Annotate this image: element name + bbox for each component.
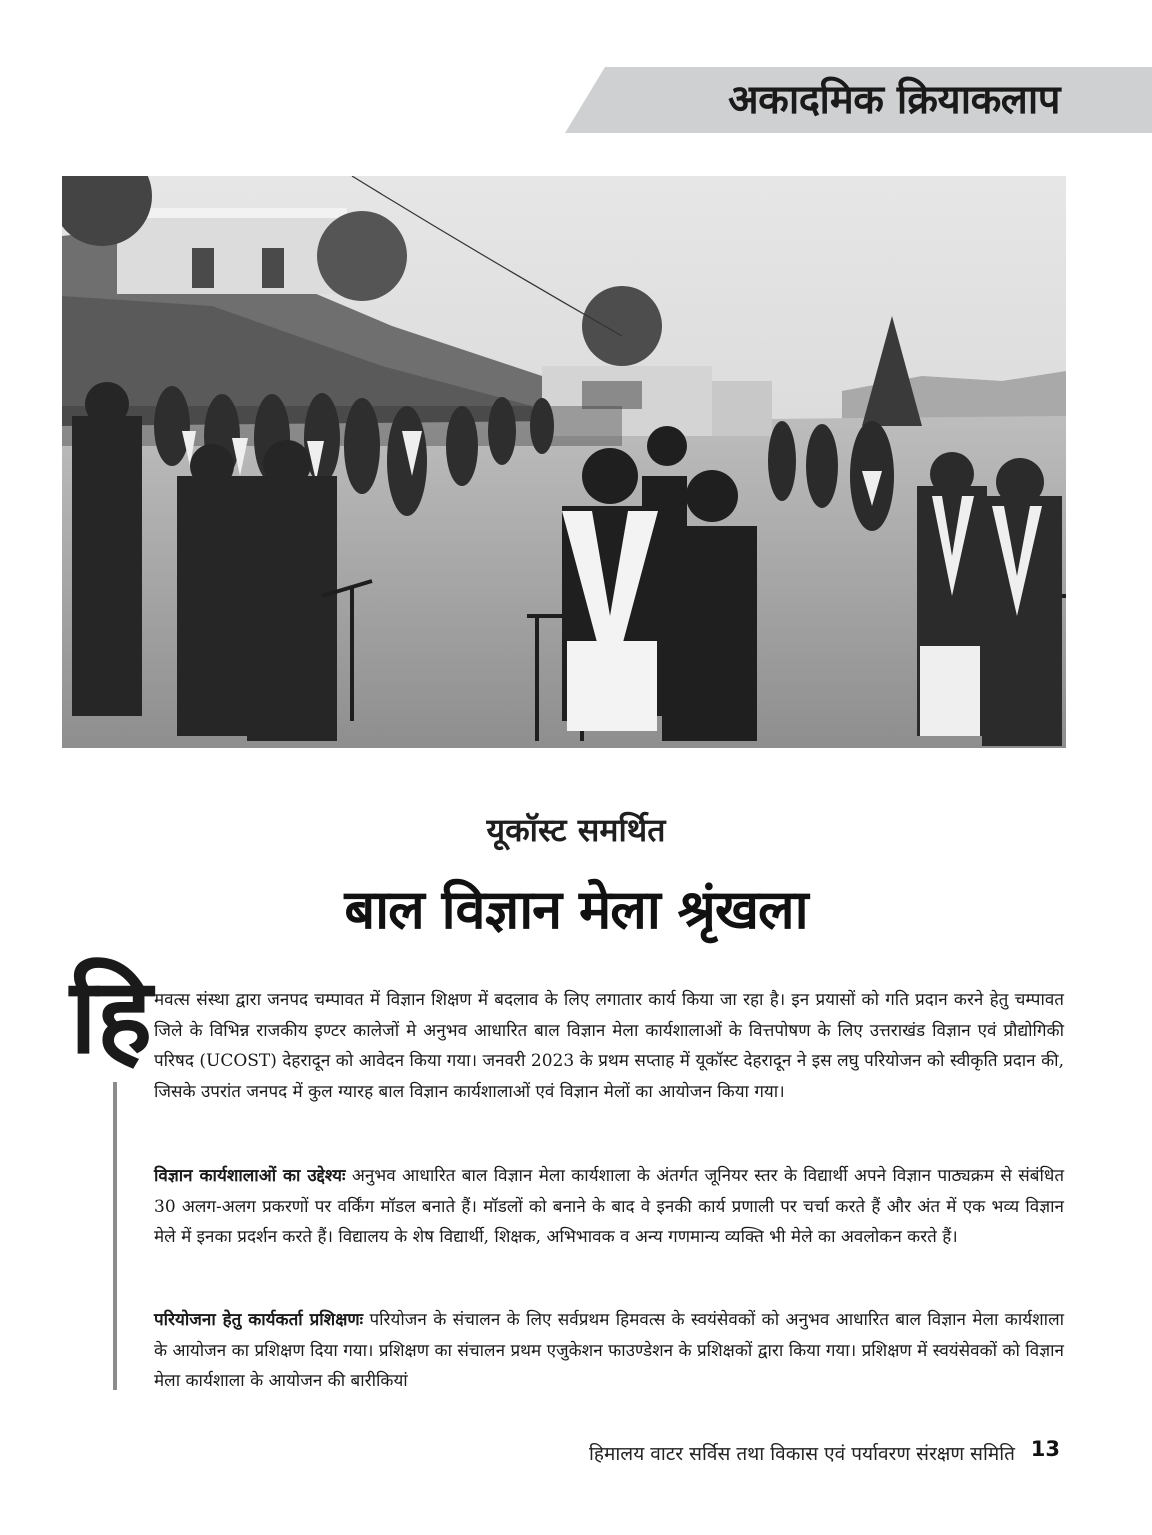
paragraph-training-heading: परियोजना हेतु कार्यकर्ता प्रशिक्षणः — [154, 1310, 364, 1330]
section-title: अकादमिक क्रियाकलाप — [728, 77, 1060, 123]
paragraph-training-text: परियोजन के संचालन के लिए सर्वप्रथम हिमवत्स के स्वयंसेवकों को अनुभव आधारित बाल विज्ञान मेला कार्यशाला के आयोजन का प्रशिक्षण दिया गया। प्रशिक्षण का संचालन प्रथम एजुकेशन फाउण्डेशन के प्रशिक्षकों द्वारा किया गया। प्रशिक्षण में स्वयंसेवकों को विज्ञान मेला कार्यशाला के आयोजन की बारीकियां — [154, 1310, 1065, 1391]
article-headline: बाल विज्ञान मेला श्रृंखला — [344, 878, 808, 941]
paragraph-objective — [154, 1161, 1064, 1253]
page-number: 13 — [1030, 1437, 1060, 1461]
paragraph-training — [154, 1305, 1064, 1397]
article-photo — [62, 176, 1066, 748]
footer-organization — [589, 1440, 1055, 1466]
paragraph-objective-heading: विज्ञान कार्यशालाओं का उद्देश्यः — [154, 1166, 346, 1186]
paragraph-objective-text: अनुभव आधारित बाल विज्ञान मेला कार्यशाला के अंतर्गत जूनियर स्तर के विद्यार्थी अपने विज्ञान पाठ्यक्रम से संबंधित 30 अलग-अलग प्रकरणों पर वर्किंग मॉडल बनाते हैं। मॉडलों को बनाने के बाद वे इनकी कार्य प्रणाली पर चर्चा करते हैं और अंत में एक भव्य विज्ञान मेले में इनका प्रदर्शन करते हैं। विद्यालय के शेष विद्यार्थी, शिक्षक, अभिभावक व अन्य गणमान्य व्यक्ति भी मेले का अवलोकन करते हैं। — [154, 1166, 1065, 1247]
drop-cap: हि — [70, 955, 153, 1077]
vertical-rule — [113, 1082, 117, 1390]
paragraph-intro-text: मवत्स संस्था द्वारा जनपद चम्पावत में विज्ञान शिक्षण में बदलाव के लिए लगातार कार्य किया जा रहा है। इन प्रयासों को गति प्रदान करने हेतु चम्पावत जिले के विभिन्न राजकीय इण्टर कालेजों मे अनुभव आधारित बाल विज्ञान मेला कार्यशालाओं के वित्तपोषण के लिए उत्तराखंड विज्ञान एवं प्रौद्योगिकी परिषद (UCOST) देहरादून को आवेदन किया गया। जनवरी 2023 के प्रथम सप्ताह में यूकॉस्ट देहरादून ने इस लघु परियोजन को स्वीकृति प्रदान की, जिसके उपरांत जनपद में कुल ग्यारह बाल विज्ञान कार्यशालाओं एवं विज्ञान मेलों का आयोजन किया गया। — [154, 990, 1064, 1102]
paragraph-intro — [154, 985, 1064, 1107]
article-kicker: यूकॉस्ट समर्थित — [486, 811, 666, 849]
school-science-fair-photo — [62, 176, 1066, 748]
footer-organization-text: हिमालय वाटर सर्विस तथा विकास एवं पर्यावरण संरक्षण समिति — [589, 1443, 1015, 1465]
